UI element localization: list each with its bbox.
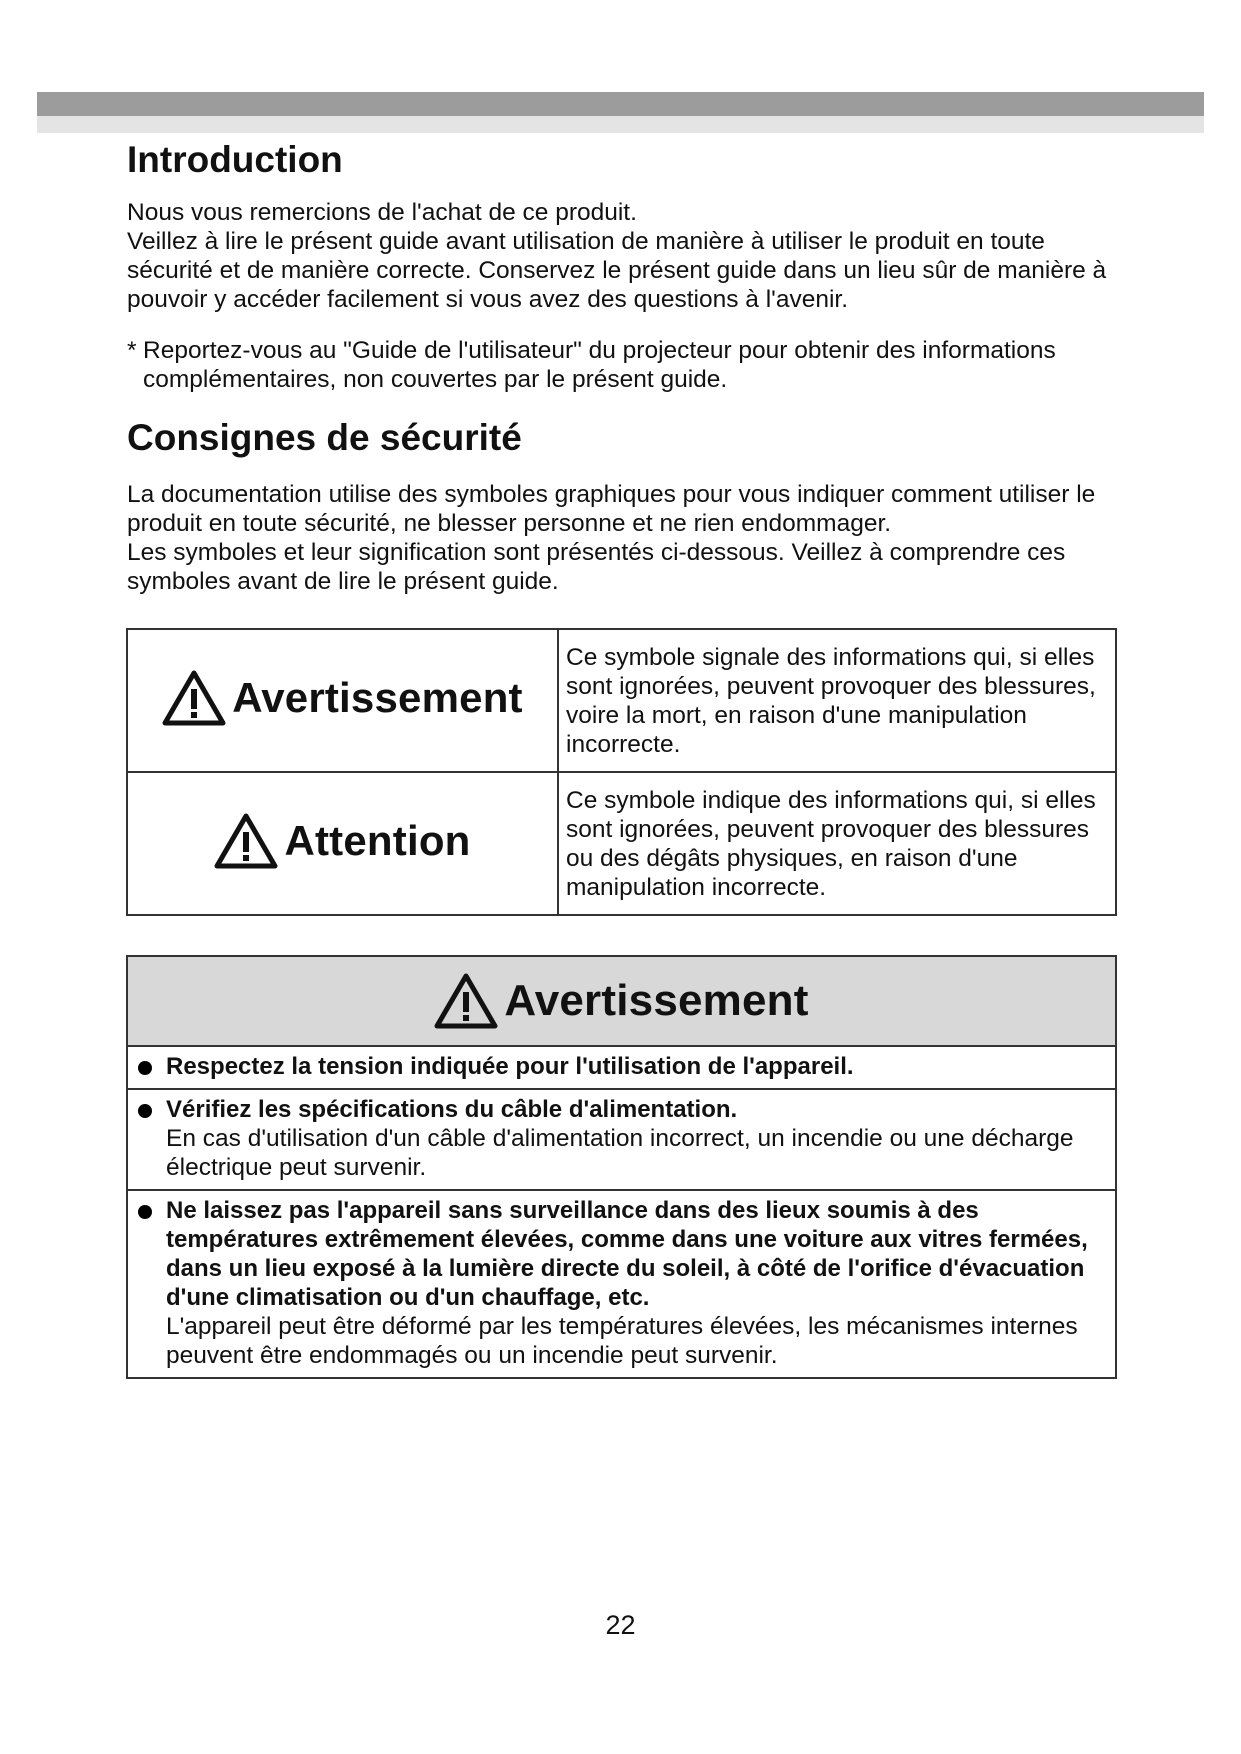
introduction-note bbox=[127, 336, 1117, 394]
note-text: Reportez-vous au "Guide de l'utilisateur" du projecteur pour obtenir des informations complémentaires, non couvertes par le présent guide. bbox=[143, 337, 1056, 393]
safety-body-1: La documentation utilise des symboles graphiques pour vous indiquer comment utiliser le produit en toute sécurité, ne blesser personne et ne rien endommager. bbox=[127, 481, 1096, 537]
introduction-line-1: Nous vous remercions de l'achat de ce produit. bbox=[127, 199, 637, 226]
symbol-row-caution bbox=[127, 772, 1116, 915]
symbol-cell bbox=[127, 772, 558, 915]
warning-triangle-icon bbox=[162, 670, 226, 726]
warning-item-detail: En cas d'utilisation d'un câble d'alimentation incorrect, un incendie ou une décharge électrique peut survenir. bbox=[166, 1125, 1074, 1181]
warning-box bbox=[126, 955, 1117, 1379]
warning-item-heading: Ne laissez pas l'appareil sans surveillance dans des lieux soumis à des températures extrêmement élevées, comme dans une voiture aux vitres fermées, dans un lieu exposé à la lumière directe du soleil, à côté de l'orifice d'évacuation d'une climatisation ou d'un chauffage, etc. bbox=[166, 1197, 1088, 1311]
bullet-icon bbox=[138, 1205, 152, 1219]
warning-triangle-icon bbox=[434, 973, 498, 1029]
warning-item-detail: L'appareil peut être déformé par les températures élevées, les mécanismes internes peuvent être endommagés ou un incendie peut survenir. bbox=[166, 1313, 1078, 1369]
symbol-label-warning: Avertissement bbox=[232, 674, 523, 721]
symbol-description-caution: Ce symbole indique des informations qui, si elles sont ignorées, peuvent provoquer des blessures ou des dégâts physiques, en raison d'une manipulation incorrecte. bbox=[558, 772, 1116, 915]
warning-box-header bbox=[128, 957, 1115, 1047]
symbol-row-warning bbox=[127, 629, 1116, 772]
warning-item bbox=[128, 1189, 1115, 1377]
note-asterisk: * bbox=[127, 337, 137, 364]
warning-item bbox=[128, 1088, 1115, 1189]
warning-item bbox=[128, 1047, 1115, 1088]
warning-item-heading: Vérifiez les spécifications du câble d'alimentation. bbox=[166, 1096, 738, 1123]
header-band-shadow bbox=[37, 116, 1204, 133]
warning-item-heading: Respectez la tension indiquée pour l'utilisation de l'appareil. bbox=[166, 1053, 854, 1080]
symbols-table bbox=[126, 628, 1117, 916]
symbol-description-warning: Ce symbole signale des informations qui, si elles sont ignorées, peuvent provoquer des blessures, voire la mort, en raison d'une manipulation incorrecte. bbox=[558, 629, 1116, 772]
safety-title: Consignes de sécurité bbox=[127, 417, 522, 458]
symbol-cell bbox=[127, 629, 558, 772]
bullet-icon bbox=[138, 1061, 152, 1075]
symbol-label-caution: Attention bbox=[284, 817, 471, 864]
warning-box-title: Avertissement bbox=[504, 976, 809, 1025]
warning-triangle-icon bbox=[214, 813, 278, 869]
bullet-icon bbox=[138, 1104, 152, 1118]
main-content bbox=[127, 136, 1117, 596]
page-number: 22 bbox=[605, 1610, 636, 1640]
header-band bbox=[37, 92, 1204, 116]
safety-body-2: Les symboles et leur signification sont présentés ci-dessous. Veillez à comprendre ces symboles avant de lire le présent guide. bbox=[127, 539, 1066, 595]
introduction-title: Introduction bbox=[127, 139, 343, 180]
introduction-line-2: Veillez à lire le présent guide avant utilisation de manière à utiliser le produit en toute sécurité et de manière correcte. Conservez le présent guide dans un lieu sûr de manière à pouvoir y accéder facilement si vous avez des questions à l'avenir. bbox=[127, 228, 1107, 313]
